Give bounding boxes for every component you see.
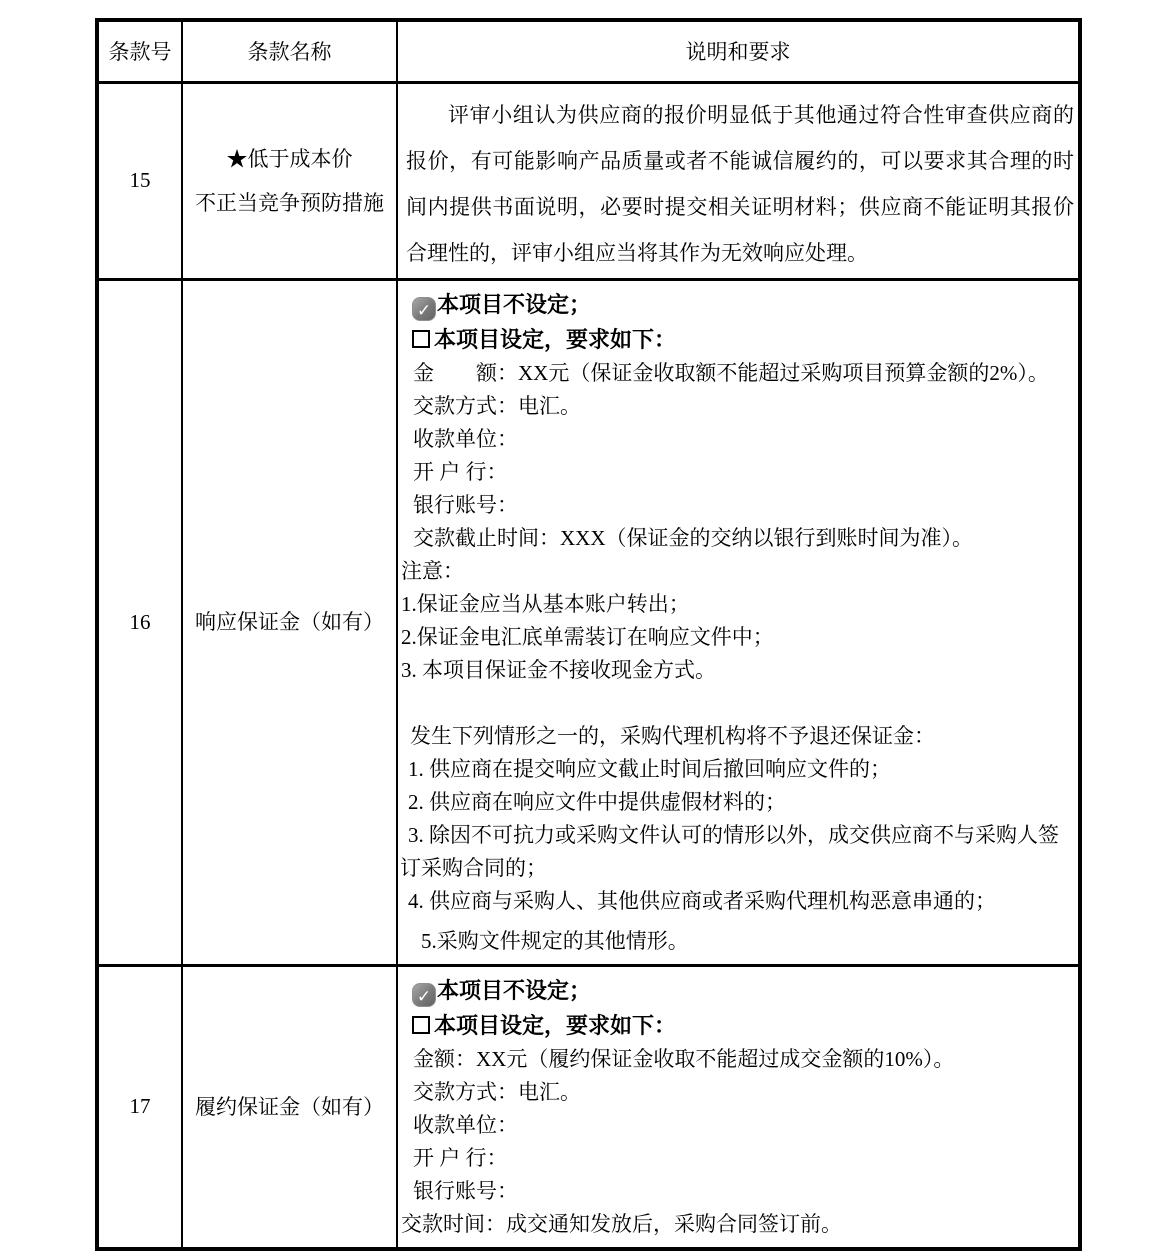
forfeit-item-3: 3. 除因不可抗力或采购文件认可的情形以外，成交供应商不与采购人签订采购合同的； (400, 822, 1059, 880)
clause-name: 履约保证金（如有） (182, 965, 397, 1249)
detail-line-account: 银行账号： (413, 1178, 518, 1203)
header-description: 说明和要求 (397, 20, 1080, 82)
clause-description (397, 82, 1080, 279)
checked-checkbox-icon[interactable] (412, 983, 436, 1007)
header-row (97, 20, 1080, 82)
clause-description (397, 965, 1080, 1249)
checked-checkbox-icon[interactable] (412, 297, 436, 321)
clause-number: 17 (97, 965, 182, 1249)
detail-line-account: 银行账号： (413, 492, 518, 517)
table-row-15 (97, 82, 1080, 279)
table-row-16 (97, 279, 1080, 965)
unchecked-checkbox-icon[interactable] (412, 1016, 430, 1034)
note-item-1: 1.保证金应当从基本账户转出； (401, 591, 690, 616)
option-set-label: 本项目设定，要求如下： (434, 326, 677, 352)
check-mark: ✓ (416, 986, 432, 1007)
detail-line-payee: 收款单位： (413, 1112, 518, 1137)
detail-line-amount: 金 额：XX元（保证金收取额不能超过采购项目预算金额的2%）。 (413, 360, 1049, 385)
detail-line-deadline: 交款截止时间：XXX（保证金的交纳以银行到账时间为准）。 (413, 525, 973, 550)
clause-name (182, 82, 397, 279)
clause-name: 响应保证金（如有） (182, 279, 397, 965)
option-set (400, 322, 1074, 357)
detail-line-payment-method: 交款方式：电汇。 (413, 393, 581, 418)
blank-line (400, 687, 1074, 720)
forfeit-item-2: 2. 供应商在响应文件中提供虚假材料的； (408, 789, 786, 814)
clause-name-line: 不正当竞争预防措施 (195, 190, 384, 215)
forfeit-item-1: 1. 供应商在提交响应文截止时间后撤回响应文件的； (408, 756, 891, 781)
unchecked-checkbox-icon[interactable] (412, 330, 430, 348)
clause-name-line: ★低于成本价 (226, 146, 353, 171)
clause-description (397, 279, 1080, 965)
clause-number: 16 (97, 279, 182, 965)
description-paragraph: 评审小组认为供应商的报价明显低于其他通过符合性审查供应商的报价，有可能影响产品质量或者不能诚信履约的，可以要求其合理的时间内提供书面说明，必要时提交相关证明材料；供应商不能证明其报价合理性的，评审小组应当将其作为无效响应处理。 (406, 102, 1074, 265)
clause-number: 15 (97, 82, 182, 279)
clauses-table (95, 18, 1082, 1251)
note-heading: 注意： (401, 558, 464, 583)
detail-line-amount: 金额：XX元（履约保证金收取不能超过成交金额的10%）。 (413, 1046, 955, 1071)
detail-line-payment-time: 交款时间：成交通知发放后，采购合同签订前。 (401, 1211, 842, 1236)
detail-line-payment-method: 交款方式：电汇。 (413, 1079, 581, 1104)
check-mark: ✓ (416, 300, 432, 321)
small-gap (400, 918, 1074, 925)
header-clause-name: 条款名称 (182, 20, 397, 82)
note-item-3: 3. 本项目保证金不接收现金方式。 (401, 657, 716, 682)
note-item-2: 2.保证金电汇底单需装订在响应文件中； (401, 624, 774, 649)
option-not-set (400, 973, 1074, 1008)
option-set-label: 本项目设定，要求如下： (434, 1012, 677, 1038)
detail-line-bank: 开 户 行： (413, 1145, 508, 1170)
option-not-set-label: 本项目不设定； (437, 291, 592, 317)
detail-line-payee: 收款单位： (413, 426, 518, 451)
forfeit-heading: 发生下列情形之一的，采购代理机构将不予退还保证金： (410, 723, 935, 748)
detail-line-bank: 开 户 行： (413, 459, 508, 484)
forfeit-item-4: 4. 供应商与采购人、其他供应商或者采购代理机构恶意串通的； (408, 888, 996, 913)
option-set (400, 1008, 1074, 1043)
forfeit-item-5: 5.采购文件规定的其他情形。 (421, 928, 689, 953)
header-clause-number: 条款号 (97, 20, 182, 82)
option-not-set-label: 本项目不设定； (437, 977, 592, 1003)
option-not-set (400, 287, 1074, 322)
table-row-17 (97, 965, 1080, 1249)
